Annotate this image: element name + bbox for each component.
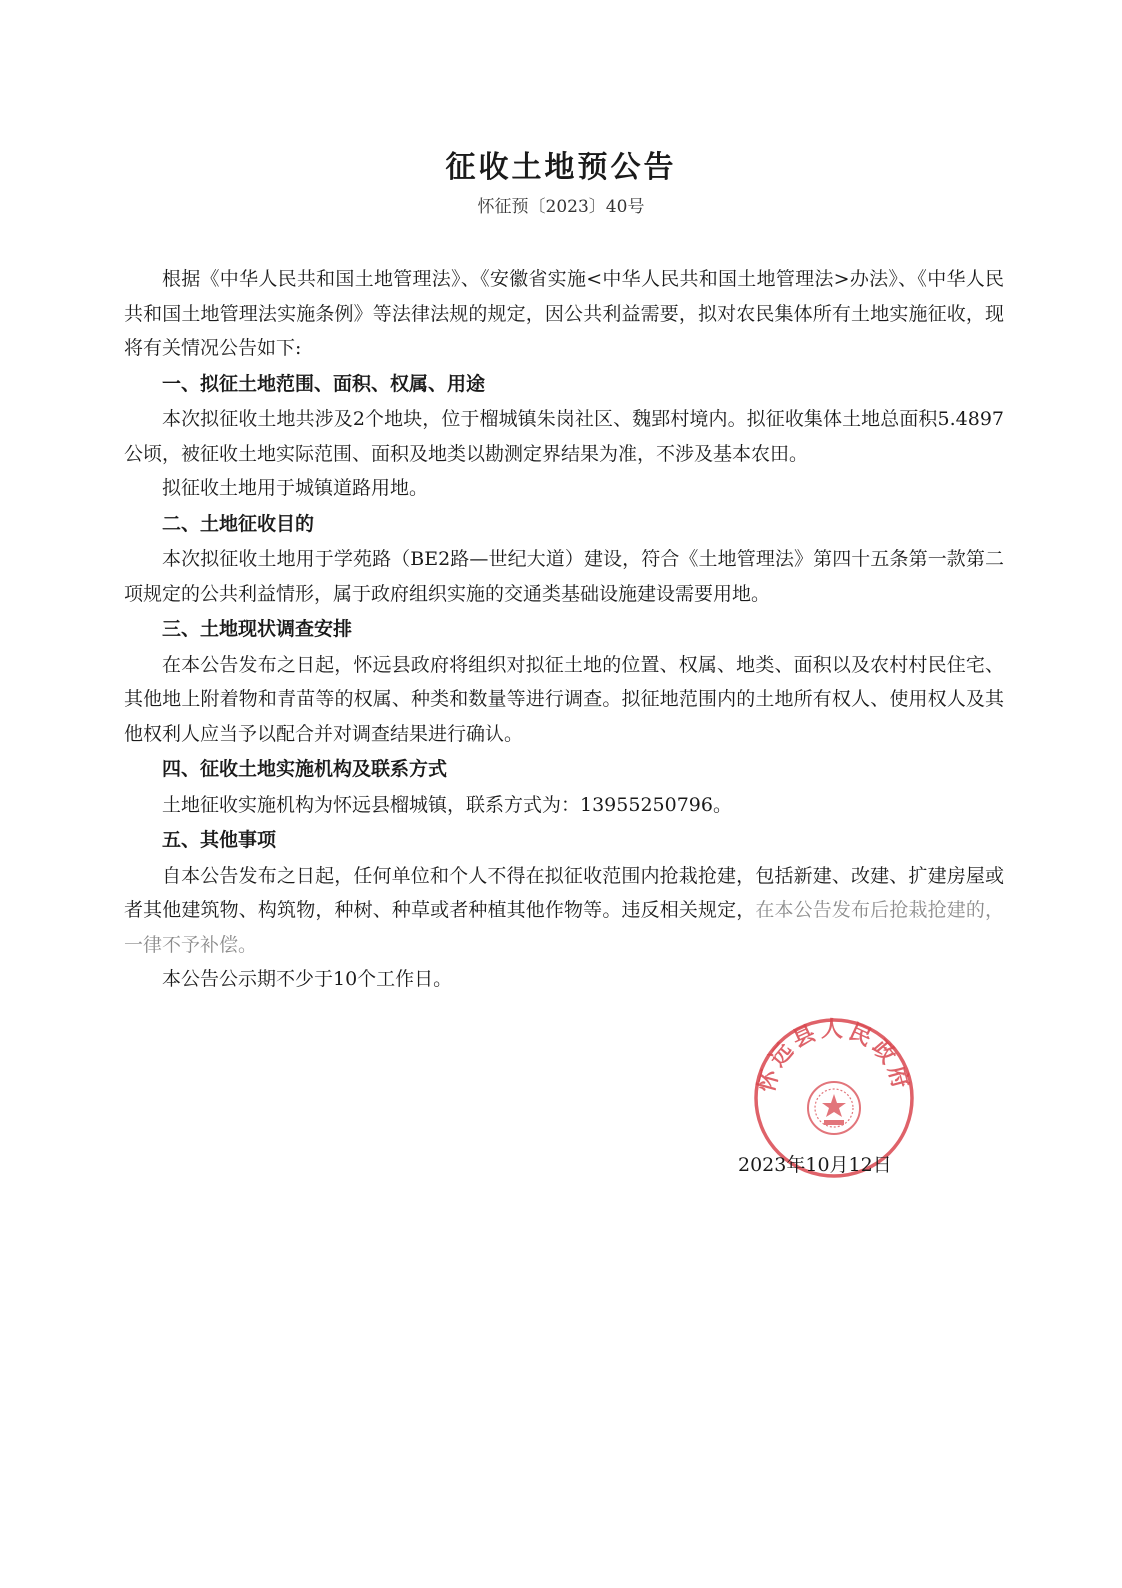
page-title: 征收土地预公告 [445, 150, 677, 185]
section-1-paragraph-1: 本次拟征收土地共涉及2个地块，位于榴城镇朱岗社区、魏郢村境内。拟征收集体土地总面积5.4897公顷，被征收土地实际范围、面积及地类以勘测定界结果为准，不涉及基本农田。 [124, 408, 1004, 465]
document-number: 怀征预〔2023〕40号 [477, 197, 645, 217]
section-2-heading: 二、土地征收目的 [162, 512, 315, 535]
section-4-heading: 四、征收土地实施机构及联系方式 [162, 758, 448, 780]
section-1-paragraph-2: 拟征收土地用于城镇道路用地。 [162, 477, 429, 499]
section-2-paragraph: 本次拟征收土地用于学苑路（BE2路—世纪大道）建设，符合《土地管理法》第四十五条第一款第二项规定的公共利益情形，属于政府组织实施的交通类基础设施建设需要用地。 [124, 548, 1004, 605]
section-5-heading: 五、其他事项 [162, 829, 277, 851]
section-5-paragraph [124, 859, 1004, 963]
svg-text:怀远县人民政府 [753, 1017, 914, 1096]
section-3-heading: 三、土地现状调查安排 [162, 618, 353, 640]
section-3-paragraph: 在本公告发布之日起，怀远县政府将组织对拟征土地的位置、权属、地类、面积以及农村村民住宅、其他地上附着物和青苗等的权属、种类和数量等进行调查。拟征地范围内的土地所有权人、使用权人及其他权利人应当予以配合并对调查结果进行确认。 [124, 653, 1004, 745]
section-5-text: 自本公告发布之日起，任何单位和个人不得在拟征收范围内抢栽抢建，包括新建、改建、扩建房屋或者其他建筑物、构筑物，种树、种草或者种植其他作物等。违反相关规定， [124, 864, 1004, 921]
seal-text: 怀远县人民政府 [753, 1016, 915, 1096]
emblem-icon [808, 1082, 860, 1134]
issue-date: 2023年10月12日 [738, 1154, 892, 1176]
section-4-paragraph: 土地征收实施机构为怀远县榴城镇，联系方式为：13955250796。 [162, 793, 732, 816]
section-5-text-faint: 在本公告发布后抢栽抢建的，一律不予补偿。 [124, 899, 1004, 956]
closing-paragraph: 本公告公示期不少于10个工作日。 [162, 968, 453, 990]
section-1-heading: 一、拟征土地范围、面积、权属、用途 [162, 372, 486, 395]
notice-body [124, 262, 1004, 997]
intro-paragraph: 根据《中华人民共和国土地管理法》、《安徽省实施<中华人民共和国土地管理法>办法》、《中华人民共和国土地管理法实施条例》等法律法规的规定，因公共利益需要，拟对农民集体所有土地实施征收，现将有关情况公告如下: [124, 268, 1004, 359]
